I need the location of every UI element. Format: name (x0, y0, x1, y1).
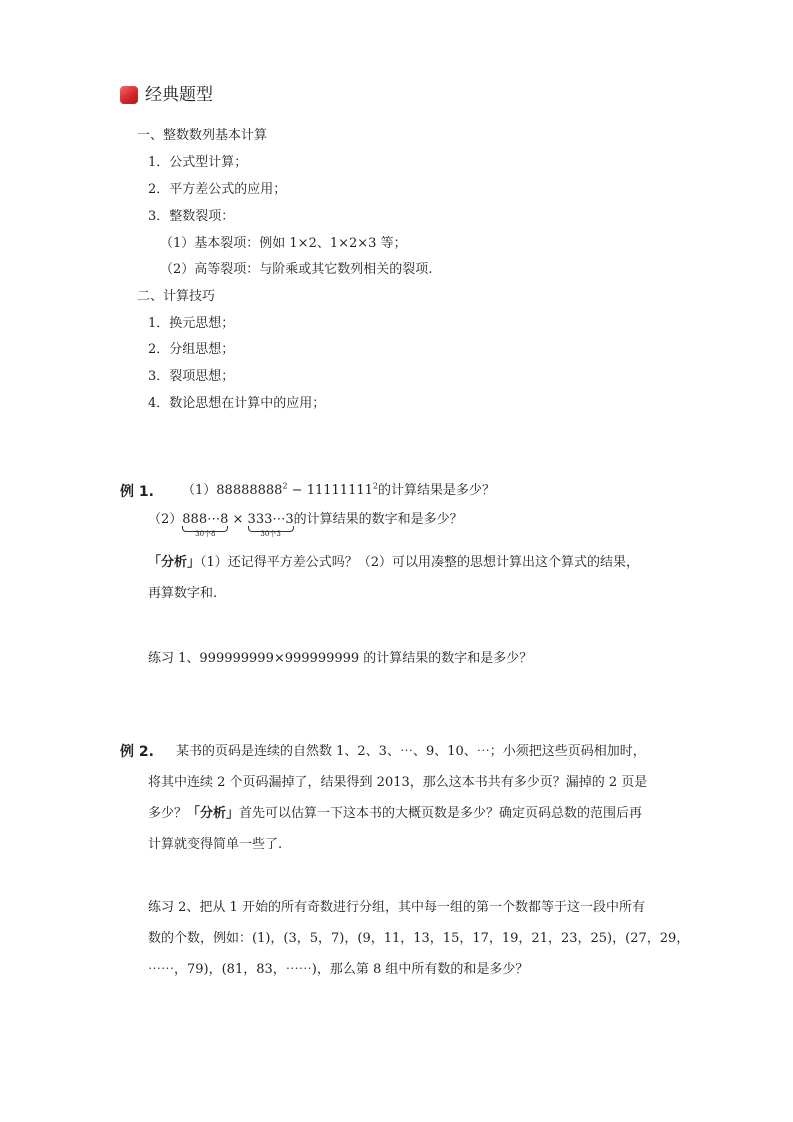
outline-item: 2．分组思想； (148, 342, 235, 357)
outline-heading-1: 一、整数数列基本计算 (137, 128, 268, 143)
example-2-line-2: 将其中连续 2 个页码漏掉了，结果得到 2013，那么这本书共有多少页？漏掉的 2 页是 (148, 775, 648, 790)
example-1-question-2 (148, 510, 463, 538)
outline-subitem: （1）基本裂项：例如 1×2、1×2×3 等； (160, 236, 407, 251)
example-1-question-1 (182, 481, 495, 501)
section-title-icon (120, 86, 138, 104)
outline-item: 2．平方差公式的应用； (148, 182, 287, 197)
q1-minus: − (287, 483, 307, 498)
section-title: 经典题型 (145, 85, 213, 105)
practice-1: 练习 1、999999999×999999999 的计算结果的数字和是多少？ (148, 651, 533, 666)
q1-exponent-2: 2 (372, 481, 378, 491)
outline-item: 1．公式型计算； (148, 155, 248, 170)
q2-number-1: 888⋯8 30个8 (182, 512, 229, 538)
example-2-line-3 (148, 804, 642, 824)
q2-number-2: 333⋯3 30个3 (247, 512, 294, 538)
outline-heading-2: 二、计算技巧 (137, 289, 216, 304)
q1-suffix: 的计算结果是多少？ (377, 483, 495, 498)
q2-times: × (228, 512, 248, 527)
example-2-line-4: 计算就变得简单一些了. (148, 837, 283, 852)
practice-2-line-1: 练习 2、把从 1 开始的所有奇数进行分组，其中每一组的第一个数都等于这一段中所有 (148, 900, 645, 915)
q1-exponent-1: 2 (282, 481, 288, 491)
q1-base-1: 88888888 (216, 483, 283, 498)
underbrace-label: 30个8 (195, 530, 216, 538)
analysis-text: （1）还记得平方差公式吗？（2）可以用凑整的思想计算出这个算式的结果， (200, 555, 640, 570)
outline-item: 3．裂项思想； (148, 369, 235, 384)
outline-subitem: （2）高等裂项：与阶乘或其它数列相关的裂项. (160, 262, 433, 277)
outline-item: 1．换元思想； (148, 316, 235, 331)
example-1-analysis-line-2: 再算数字和. (148, 586, 218, 601)
underbrace-label: 30个3 (260, 530, 281, 538)
practice-2-line-3: ⋯⋯，79)，(81，83，⋯⋯)，那么第 8 组中所有数的和是多少？ (148, 962, 529, 977)
analysis-label: 「分析」 (148, 555, 201, 570)
q2-suffix: 的计算结果的数字和是多少？ (293, 512, 463, 527)
analysis-text: 首先可以估算一下这本书的大概页数是多少？确定页码总数的范围后再 (239, 806, 643, 821)
q2-prefix: （2） (148, 512, 183, 527)
example-2-line-1: 某书的页码是连续的自然数 1、2、3、⋯、9、10、⋯；小须把这些页码相加时， (176, 744, 646, 759)
q1-prefix: （1） (182, 483, 217, 498)
practice-2-line-2: 数的个数，例如：(1)，(3，5，7)，(9，11，13，15，17，19，21，23，25)，(27，29， (148, 931, 690, 946)
outline-item: 4．数论思想在计算中的应用； (148, 396, 326, 411)
example-1-label: 例 1. (120, 484, 154, 500)
example-1-analysis-line-1 (148, 553, 639, 573)
analysis-label: 「分析」 (187, 806, 240, 821)
example-2-label: 例 2. (120, 744, 154, 760)
outline-item: 3．整数裂项： (148, 209, 235, 224)
q1-base-2: 11111111 (306, 483, 373, 498)
example-2-text: 多少？ (148, 806, 188, 821)
